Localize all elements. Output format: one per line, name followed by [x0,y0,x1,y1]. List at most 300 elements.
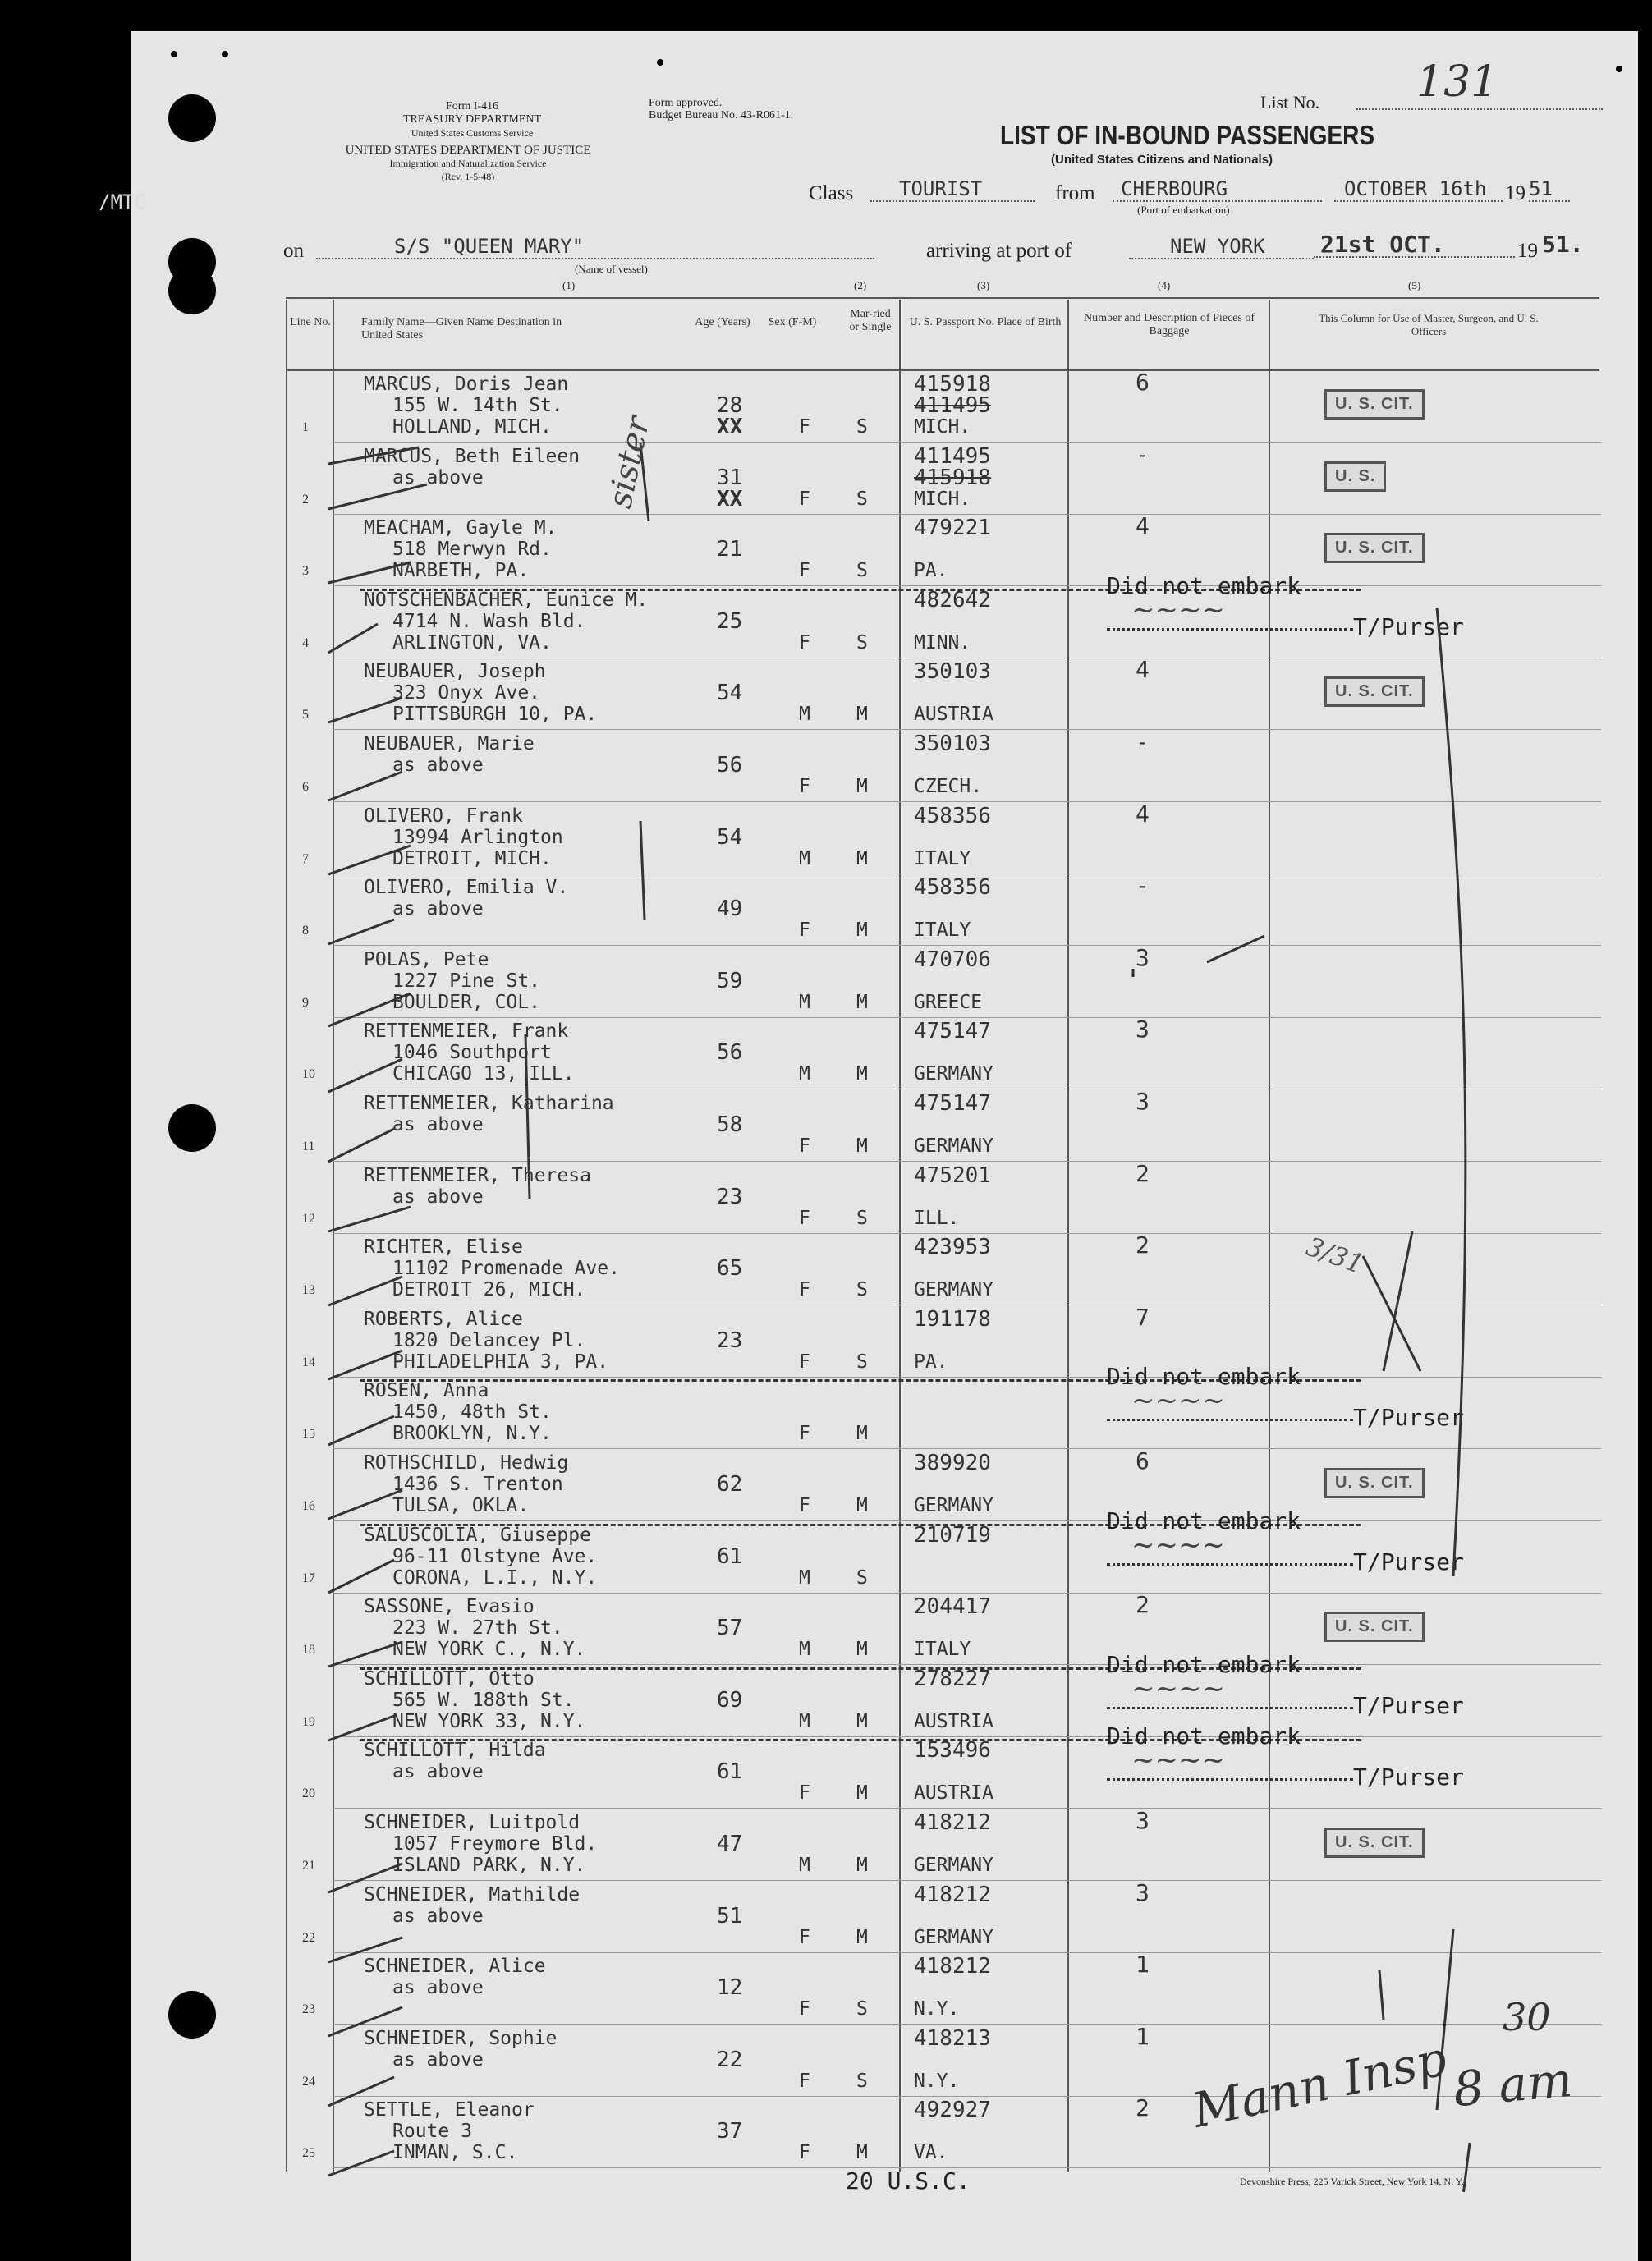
address-line-1: Route 3 [392,2121,472,2143]
address-line-2: PITTSBURGH 10, PA. [392,704,598,726]
handwritten-signature: Mann Insp [1187,2030,1452,2139]
passport-number: 482642 [914,587,991,612]
list-number-line [1356,108,1603,110]
address-line-1: 323 Onyx Ave. [392,682,541,704]
embarkation-caption: (Port of embarkation) [1137,204,1230,216]
passport-number: 153496 [914,1738,991,1763]
address-line-1: 565 W. 188th St. [392,1689,575,1711]
age: 12 [717,1975,743,2001]
table-top-border [286,297,1599,299]
place-of-birth: GERMANY [914,1279,993,1301]
age: 65 [717,1256,743,1282]
list-number-label: List No. [1260,92,1320,112]
did-not-embark-note: Did not embark [1107,571,1301,599]
age: 21 [717,537,743,562]
passenger-name: OLIVERO, Frank [364,805,523,827]
marital-status: M [856,1710,868,1732]
passenger-name: RETTENMEIER, Frank [364,1020,569,1043]
passport-number: 210719 [914,1522,991,1548]
passport-number: 415918 [914,372,991,397]
line-number: 10 [302,1067,315,1082]
passport-number: 389920 [914,1451,991,1475]
place-of-birth: MINN. [914,631,971,654]
passenger-name: RICHTER, Elise [364,1236,523,1259]
did-not-embark-note: Did not embark [1107,1650,1301,1678]
age: 59 [717,968,743,993]
address-line-1: as above [392,898,484,920]
place-of-birth: GERMANY [914,1495,993,1516]
age: 28 [717,393,743,418]
did-not-embark-note: Did not embark [1107,1363,1301,1391]
address-line-2: NEW YORK C., N.Y. [392,1639,586,1661]
did-not-embark-note: Did not embark [1107,1722,1301,1750]
age: 58 [717,1112,743,1137]
age: 22 [717,2047,743,2072]
citizenship-stamp: U. S. CIT. [1324,533,1425,563]
sex: M [799,991,810,1013]
age-struck: XX [717,486,743,511]
handwritten-checkmarks [279,386,1609,2192]
column-number: (2) [854,279,867,291]
marital-status: M [856,1782,868,1805]
line-number: 11 [302,1140,315,1153]
passenger-name: ROTHSCHILD, Hedwig [364,1452,569,1474]
passenger-name: SCHILLOTT, Hilda [364,1740,546,1762]
header-line-no: Line No. [290,316,331,328]
baggage-count: 4 [1136,512,1150,540]
marital-status: M [856,1063,868,1085]
marital-status: M [856,1926,868,1948]
sex: F [799,1782,810,1805]
vessel-name: S/S "QUEEN MARY" [316,235,874,259]
purser-handwriting: ~~~~ [1131,1384,1225,1418]
baggage-count: 1 [1136,1951,1150,1979]
marital-status: M [856,1495,868,1516]
passenger-name: SCHILLOTT, Otto [364,1667,535,1690]
from-label: from [1055,182,1095,204]
purser-signature: T/Purser [1353,612,1464,640]
place-of-birth: ITALY [914,1639,971,1661]
arrival-port: NEW YORK [1129,235,1314,259]
passenger-name: OLIVERO, Emilia V. [364,877,569,899]
purser-signature: T/Purser [1353,1404,1464,1432]
speck [171,51,177,57]
line-number: 16 [302,1499,315,1513]
address-line-2: ARLINGTON, VA. [392,631,552,654]
passport-number: 479221 [914,516,991,541]
baggage-count: 3 [1136,1878,1150,1906]
form-approved: Form approved. [649,97,723,109]
handwritten-sister-note: sister [601,413,658,511]
marital-status: S [856,1998,868,2020]
customs-service: United States Customs Service [411,127,534,139]
line-number: 12 [302,1211,315,1226]
line-number: 15 [302,1427,315,1442]
address-line-1: as above [392,2048,484,2071]
sex: M [799,1855,810,1876]
address-line-1: 1057 Freymore Bld. [392,1833,598,1855]
purser-handwriting: ~~~~ [1131,1528,1225,1562]
sex: F [799,920,810,942]
passport-number: 278227 [914,1666,991,1691]
sex: F [799,560,810,582]
age: 56 [717,753,743,777]
document-subtitle: (United States Citizens and Nationals) [1051,153,1273,167]
line-number: 22 [302,1930,315,1945]
justice-block [283,144,653,183]
place-of-birth: GERMANY [914,1063,993,1085]
address-line-1: 1436 S. Trenton [392,1474,563,1495]
age: 61 [717,1543,743,1569]
baggage-count: 7 [1136,1303,1150,1331]
marital-status: S [856,631,868,654]
class-value: TOURIST [870,177,1035,202]
ins-service: Immigration and Naturalization Service [389,158,547,169]
place-of-birth: CZECH. [914,776,983,797]
place-of-birth: AUSTRIA [914,704,993,726]
address-line-2: TULSA, OKLA. [392,1495,530,1516]
marital-status: M [856,1423,868,1445]
column-number: (1) [562,279,576,291]
address-line-1: as above [392,1186,484,1208]
line-number: 6 [302,780,309,794]
sex: F [799,1495,810,1516]
passport-number-struck: 411495 [914,393,991,418]
margin-note: /MTC [99,190,146,213]
line-number: 8 [302,924,309,938]
address-line-2: BOULDER, COL. [392,991,541,1013]
passport-number: 350103 [914,659,991,685]
printer-imprint: Devonshire Press, 225 Varick Street, New York 14, N. Y. [1240,2176,1464,2187]
sex: F [799,1135,810,1157]
marital-status: S [856,560,868,582]
place-of-birth: GREECE [914,991,983,1013]
passport-number: 418212 [914,1882,991,1907]
punch-hole [168,267,216,314]
on-label: on [283,240,304,262]
passenger-name: POLAS, Pete [364,948,489,970]
age: 54 [717,681,743,706]
age: 56 [717,1040,743,1066]
passenger-name: SCHNEIDER, Alice [364,1956,546,1978]
marital-status: M [856,1135,868,1157]
citizenship-stamp: U. S. CIT. [1324,389,1425,420]
passenger-name: MARCUS, Beth Eileen [364,445,580,467]
passenger-name: RETTENMEIER, Theresa [364,1164,591,1186]
address-line-1: 1046 Southport [392,1042,552,1064]
justice-department: UNITED STATES DEPARTMENT OF JUSTICE [345,144,591,157]
sex: F [799,1207,810,1229]
speck [1616,66,1622,72]
address-line-1: as above [392,1905,484,1927]
address-line-1: 1820 Delancey Pl. [392,1329,586,1351]
purser-signature: T/Purser [1353,1691,1464,1719]
address-line-2: HOLLAND, MICH. [392,416,552,438]
baggage-count: 3 [1136,943,1150,971]
statute-reference: 20 U.S.C. [846,2167,971,2194]
header-passport: U. S. Passport No. Place of Birth [909,316,1062,328]
place-of-birth: N.Y. [914,2070,960,2092]
punch-hole [168,1104,216,1152]
sex: M [799,704,810,726]
line-number: 23 [302,2002,315,2017]
address-line-1: 223 W. 27th St. [392,1617,563,1640]
passport-number: 204417 [914,1594,991,1620]
header-sex: Sex (F-M) [768,316,817,328]
passenger-name: SASSONE, Evasio [364,1596,535,1618]
passport-number: 458356 [914,875,991,901]
sex: F [799,488,810,510]
document-title: LIST OF IN-BOUND PASSENGERS [1000,120,1375,150]
line-number: 9 [302,995,309,1010]
marital-status: S [856,2070,868,2092]
address-line-2: DETROIT 26, MICH. [392,1279,586,1301]
citizenship-stamp: U. S. CIT. [1324,1468,1425,1498]
baggage-count: - [1136,728,1150,755]
sex: M [799,1639,810,1661]
place-of-birth: ITALY [914,920,971,942]
age: 23 [717,1184,743,1209]
passenger-name: SCHNEIDER, Luitpold [364,1812,580,1833]
header-officers: This Column for Use of Master, Surgeon, and U. S. Officers [1319,312,1539,337]
sex: F [799,2070,810,2092]
baggage-count: 2 [1136,1591,1150,1619]
address-line-1: 96-11 Olstyne Ave. [392,1545,598,1567]
address-line-2: CHICAGO 13, ILL. [392,1063,575,1085]
baggage-count: 6 [1136,369,1150,396]
sex: F [799,776,810,797]
handwritten-numeral-note: 3/31 [1301,1230,1369,1281]
place-of-birth: PA. [914,1351,948,1373]
marital-status: M [856,991,868,1013]
purser-signature: T/Purser [1353,1548,1464,1575]
address-line-1: as above [392,466,484,488]
passenger-name: SETTLE, Eleanor [364,2099,535,2121]
passport-number: 475147 [914,1091,991,1116]
age-struck: XX [717,415,743,439]
arrival-year-prefix: 19 [1517,240,1538,262]
form-issuer-block [361,100,583,140]
address-line-1: as above [392,1977,484,1999]
marital-status: S [856,416,868,438]
purser-handwriting: ~~~~ [1131,1744,1225,1777]
address-line-2: NARBETH, PA. [392,560,530,582]
vessel-caption: (Name of vessel) [575,263,648,275]
age: 23 [717,1328,743,1353]
citizenship-stamp: U. S. [1324,461,1386,492]
address-line-2: NEW YORK 33, N.Y. [392,1710,586,1732]
sex: M [799,1710,810,1732]
sex: M [799,1566,810,1589]
sex: M [799,847,810,869]
place-of-birth: GERMANY [914,1135,993,1157]
marital-status: M [856,920,868,942]
passport-number: 458356 [914,803,991,828]
handwritten-time: 8 am [1451,2051,1575,2118]
address-line-2: CORONA, L.I., N.Y. [392,1566,598,1589]
baggage-count: 3 [1136,1088,1150,1115]
citizenship-stamp: U. S. CIT. [1324,1828,1425,1858]
passenger-name: SCHNEIDER, Mathilde [364,1883,580,1906]
arrival-date: 21st OCT. [1314,233,1515,258]
marital-status: M [856,776,868,797]
baggage-count: - [1136,872,1150,900]
marital-status: M [856,2142,868,2164]
did-not-embark-note: Did not embark [1107,1507,1301,1534]
line-number: 14 [302,1355,315,1369]
passport-number: 470706 [914,947,991,972]
sex: F [799,1351,810,1373]
place-of-birth: GERMANY [914,1855,993,1876]
baggage-count: 4 [1136,656,1150,684]
list-number-value: 131 [1416,57,1498,107]
passport-number-struck: 415918 [914,465,991,490]
passenger-name: SALUSCOLIA, Giuseppe [364,1524,591,1546]
passenger-name: ROBERTS, Alice [364,1308,523,1330]
departure-year-prefix: 19 [1505,182,1526,204]
approval-block [649,97,793,122]
sex: F [799,1279,810,1301]
sex: M [799,1063,810,1085]
address-line-2: ISLAND PARK, N.Y. [392,1855,586,1876]
handwritten-time-minutes: 30 [1503,1995,1551,2039]
punch-hole [168,94,216,142]
passenger-name: MARCUS, Doris Jean [364,374,569,395]
baggage-count: 2 [1136,1159,1150,1187]
marital-status: S [856,1351,868,1373]
marital-status: S [856,1207,868,1229]
sex: F [799,416,810,438]
line-number: 18 [302,1643,315,1658]
age: 62 [717,1472,743,1497]
column-number: (4) [1158,279,1171,291]
speck [222,51,228,57]
address-line-2: INMAN, S.C. [392,2142,518,2164]
passenger-name: NEUBAUER, Joseph [364,661,546,683]
address-line-1: as above [392,1761,484,1783]
passenger-name: MEACHAM, Gayle M. [364,517,558,539]
departure-year: 51 [1529,177,1570,202]
address-line-1: 518 Merwyn Rd. [392,539,552,561]
budget-bureau: Budget Bureau No. 43-R061-1. [649,109,794,122]
passport-number: 475201 [914,1163,991,1188]
marital-status: M [856,1639,868,1661]
age: 54 [717,824,743,850]
age: 47 [717,1832,743,1856]
address-line-1: 4714 N. Wash Bld. [392,610,586,632]
address-line-1: 11102 Promenade Ave. [392,1258,620,1280]
punch-hole [168,1991,216,2039]
embarkation-port: CHERBOURG [1113,177,1322,202]
passport-number: 418213 [914,2025,991,2051]
baggage-count: 2 [1136,1231,1150,1259]
place-of-birth: GERMANY [914,1926,993,1948]
passport-number: 411495 [914,443,991,469]
citizenship-stamp: U. S. CIT. [1324,1612,1425,1642]
address-line-1: 1450, 48th St. [392,1401,552,1424]
line-number: 13 [302,1283,315,1298]
passport-number: 418212 [914,1810,991,1835]
address-line-1: 155 W. 14th St. [392,395,563,416]
sex: F [799,1998,810,2020]
address-line-2: PHILADELPHIA 3, PA. [392,1351,609,1373]
place-of-birth: PA. [914,560,948,582]
form-revision: (Rev. 1-5-48) [441,171,495,182]
line-number: 5 [302,708,309,722]
line-number: 21 [302,1859,315,1873]
line-number: 20 [302,1786,315,1801]
passenger-name: NOTSCHENBACHER, Eunice M. [364,589,649,611]
place-of-birth: ITALY [914,847,971,869]
place-of-birth: AUSTRIA [914,1710,993,1732]
check-marks [328,440,1470,2192]
place-of-birth: MICH. [914,416,971,438]
form-number: Form I-416 [445,100,499,112]
line-number: 3 [302,564,309,579]
passport-number: 418212 [914,1954,991,1979]
age: 49 [717,897,743,922]
marital-status: M [856,847,868,869]
passenger-name: SCHNEIDER, Sophie [364,2027,558,2049]
arrival-year: 51. [1542,231,1584,258]
age: 69 [717,1687,743,1713]
line-number: 1 [302,420,309,434]
age: 61 [717,1759,743,1785]
place-of-birth: N.Y. [914,1998,960,2020]
header-baggage: Number and Description of Pieces of Baggage [1084,312,1255,337]
place-of-birth: ILL. [914,1207,960,1229]
baggage-count: - [1136,440,1150,468]
line-number: 2 [302,492,309,507]
place-of-birth: AUSTRIA [914,1782,993,1805]
passport-number: 492927 [914,2098,991,2123]
sex: F [799,1423,810,1445]
treasury-department: TREASURY DEPARTMENT [402,113,542,126]
address-line-1: as above [392,1114,484,1135]
address-line-1: as above [392,754,484,776]
line-number: 4 [302,635,309,650]
sex: F [799,2142,810,2164]
speck [657,59,663,66]
purser-signature: T/Purser [1353,1763,1464,1791]
marital-status: S [856,1566,868,1589]
baggage-count: 3 [1136,1016,1150,1043]
passenger-name: ROSEN, Anna [364,1380,489,1402]
departure-date: OCTOBER 16th [1334,177,1503,202]
line-number: 7 [302,851,309,866]
sex: F [799,1926,810,1948]
passport-number: 191178 [914,1306,991,1332]
purser-handwriting: ~~~~ [1131,1672,1225,1705]
marital-status: S [856,488,868,510]
arriving-label: arriving at port of [926,240,1072,262]
baggage-count: 1 [1136,2022,1150,2050]
line-number: 19 [302,1714,315,1729]
marital-status: S [856,1279,868,1301]
column-number: (5) [1408,279,1421,291]
passport-number: 475147 [914,1019,991,1044]
header-married: Mar-ried or Single [849,308,892,333]
header-name: Family Name—Given Name Destination in United States [361,316,562,342]
marital-status: M [856,704,868,726]
baggage-count: 2 [1136,2094,1150,2122]
marital-status: M [856,1855,868,1876]
passenger-name: NEUBAUER, Marie [364,733,535,754]
baggage-count: 6 [1136,1447,1150,1474]
place-of-birth: VA. [914,2142,948,2164]
age: 37 [717,2119,743,2144]
purser-handwriting: ~~~~ [1131,593,1225,626]
